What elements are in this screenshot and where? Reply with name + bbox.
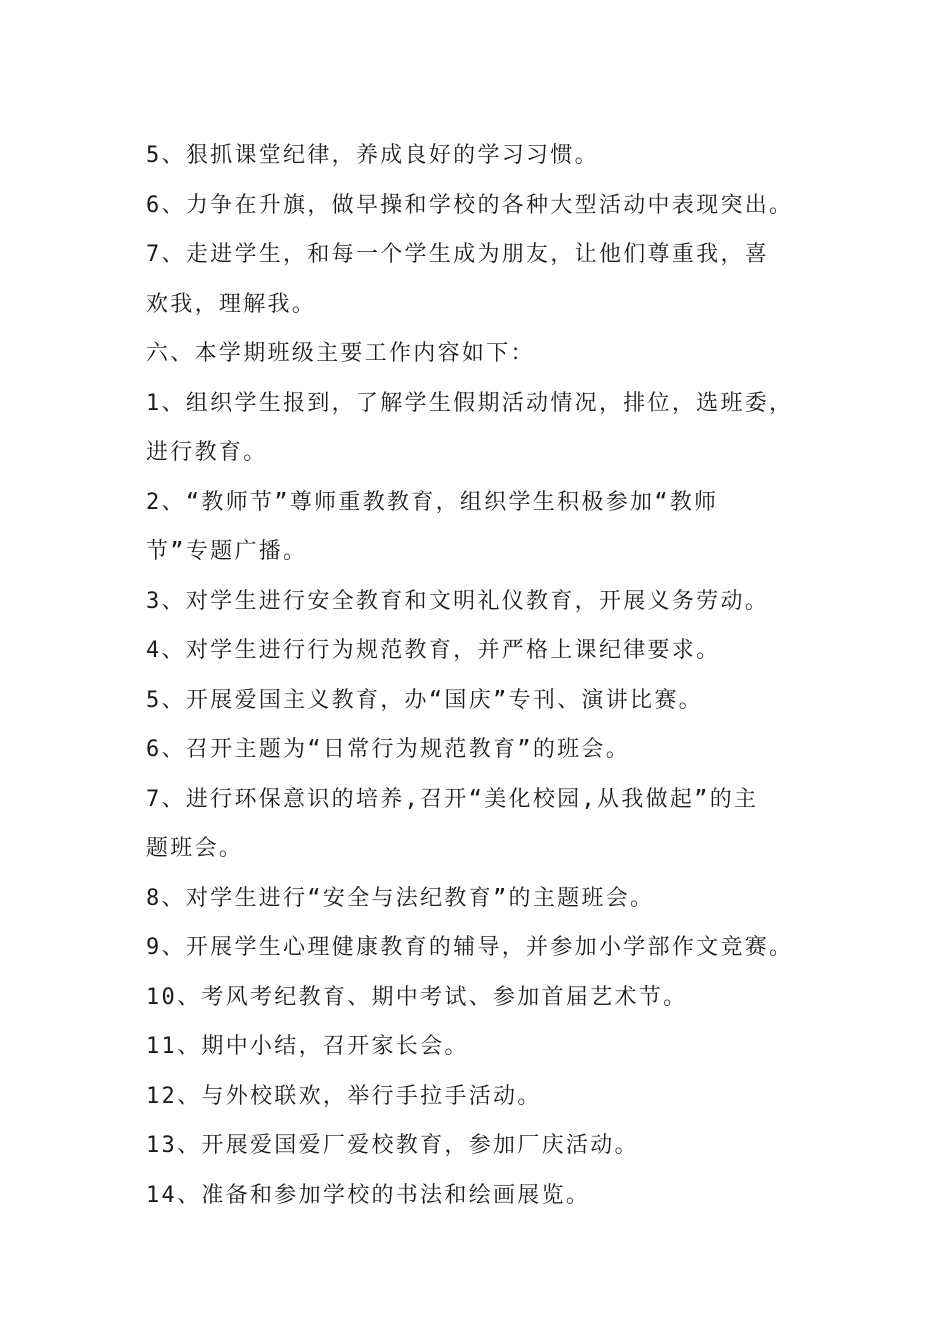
text-line: 7、走进学生，和每一个学生成为朋友，让他们尊重我，喜 — [146, 242, 770, 267]
text-line: 5、开展爱国主义教育，办“国庆”专刊、演讲比赛。 — [146, 687, 703, 713]
text-line: 8、对学生进行“安全与法纪教育”的主题班会。 — [146, 885, 655, 911]
text-line: 节”专题广播。 — [146, 539, 308, 564]
document-body — [146, 131, 826, 1220]
text-line: 13、开展爱国爱厂爱校教育，参加厂庆活动。 — [146, 1133, 639, 1158]
text-line: 14、准备和参加学校的书法和绘画展览。 — [146, 1182, 591, 1208]
text-line: 9、开展学生心理健康教育的辅导，并参加小学部作文竞赛。 — [146, 935, 794, 960]
text-line: 6、力争在升旗，做早操和学校的各种大型活动中表现突出。 — [146, 192, 794, 218]
text-line: 进行教育。 — [146, 440, 268, 465]
section-heading: 六、本学期班级主要工作内容如下： — [146, 341, 535, 366]
text-line: 5、狠抓课堂纪律，养成良好的学习习惯。 — [146, 143, 599, 168]
text-line: 10、考风考纪教育、期中考试、参加首届艺术节。 — [146, 984, 688, 1010]
text-line: 12、与外校联欢，举行手拉手活动。 — [146, 1083, 542, 1109]
text-line: 11、期中小结，召开家长会。 — [146, 1034, 469, 1059]
text-line: 7、进行环保意识的培养,召开“美化校园,从我做起”的主 — [146, 786, 759, 812]
text-line: 6、召开主题为“日常行为规范教育”的班会。 — [146, 737, 631, 762]
text-line: 4、对学生进行行为规范教育，并严格上课纪律要求。 — [146, 638, 721, 663]
text-line: 题班会。 — [146, 836, 244, 861]
text-line: 2、“教师节”尊师重教教育，组织学生积极参加“教师 — [146, 489, 719, 515]
text-line: 欢我，理解我。 — [146, 291, 317, 317]
text-line: 3、对学生进行安全教育和文明礼仪教育，开展义务劳动。 — [146, 588, 770, 614]
text-line: 1、组织学生报到，了解学生假期活动情况，排位，选班委， — [146, 390, 794, 416]
